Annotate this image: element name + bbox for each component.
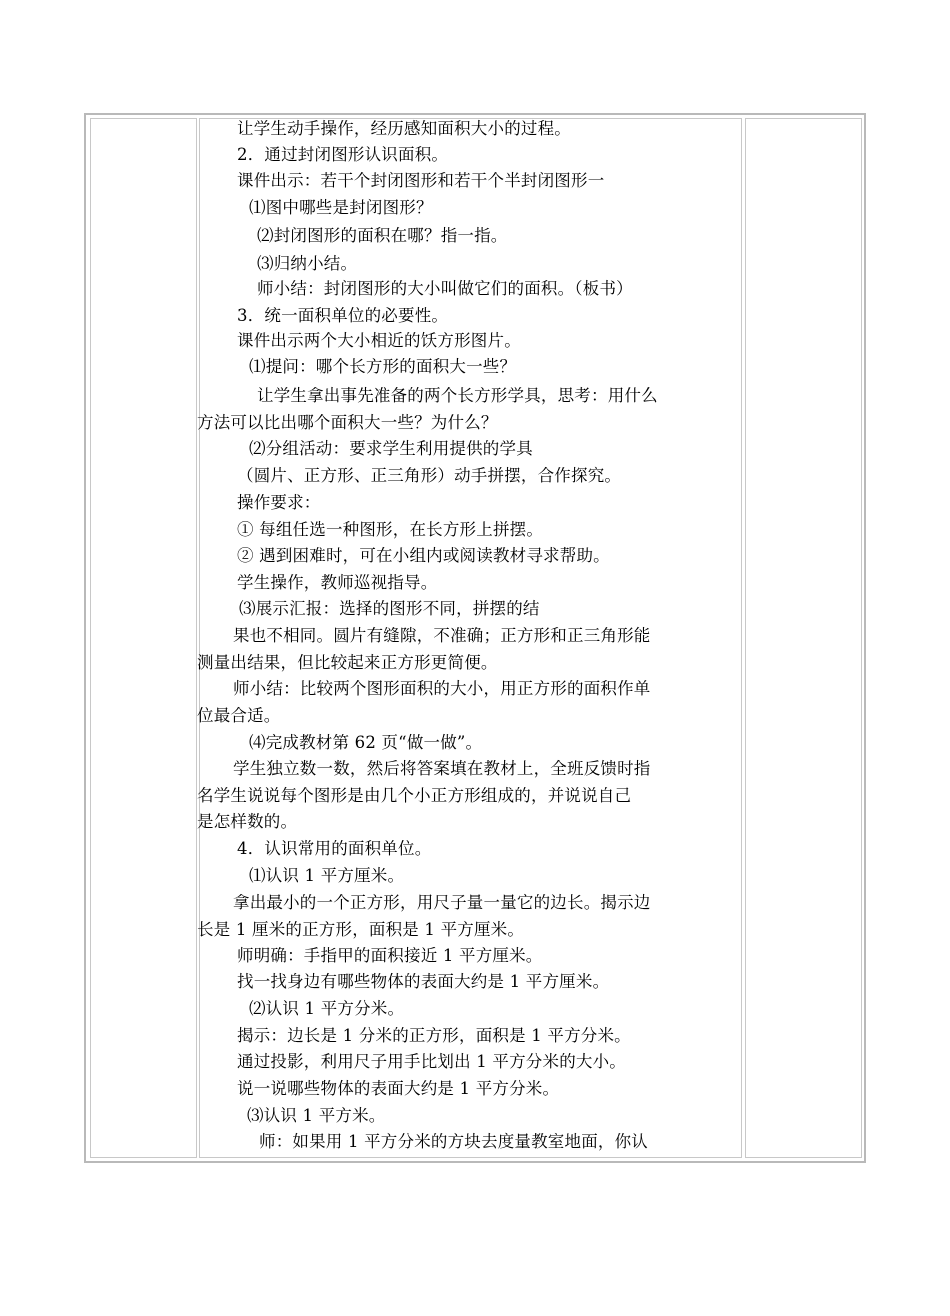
- text-line: ⑴提问：哪个长方形的面积大一些？: [249, 357, 517, 376]
- text-line: 课件出示两个大小相近的饫方形图片。: [237, 331, 521, 350]
- text-line: 师明确：手指甲的面积接近 1 平方厘米。: [237, 946, 543, 965]
- text-line: 通过投影，利用尺子用手比划出 1 平方分米的大小。: [237, 1052, 626, 1071]
- text-line: 位最合适。: [197, 706, 281, 725]
- text-line: ① 每组任选一种图形，在长方形上拼摆。: [237, 520, 544, 539]
- text-line: 拿出最小的一个正方形，用尺子量一量它的边长。揭示边: [233, 893, 651, 912]
- text-line: ⑷完成教材第 62 页“做一做”。: [249, 733, 483, 752]
- text-line: 4．认识常用的面积单位。: [237, 839, 432, 858]
- text-line: 课件出示：若干个封闭图形和若干个半封闭图形一: [237, 171, 605, 190]
- text-line: 果也不相同。圆片有缝隙，不准确；正方形和正三角形能: [233, 626, 651, 645]
- text-line: ⑴图中哪些是封闭图形？: [249, 198, 433, 217]
- text-line: 师小结：封闭图形的大小叫做它们的面积。（板书）: [257, 279, 633, 298]
- text-line: 让学生动手操作，经历感知面积大小的过程。: [237, 119, 571, 138]
- text-line: 师：如果用 1 平方分米的方块去度量教室地面，你认: [259, 1132, 648, 1151]
- text-line: 名学生说说每个图形是由几个小正方形组成的，并说说自己: [197, 786, 632, 805]
- text-line: （圆片、正方形、正三角形）动手拼摆，合作探究。: [237, 466, 622, 485]
- text-line: ② 遇到困难时，可在小组内或阅读教材寻求帮助。: [237, 546, 610, 565]
- text-line: 找一找身边有哪些物体的表面大约是 1 平方厘米。: [237, 972, 610, 991]
- text-line: 长是 1 厘米的正方形，面积是 1 平方厘米。: [197, 920, 525, 939]
- text-line: ⑶认识 1 平方米。: [247, 1106, 386, 1125]
- text-line: 师小结：比较两个图形面积的大小，用正方形的面积作单: [233, 679, 651, 698]
- text-line: 揭示：边长是 1 分米的正方形，面积是 1 平方分米。: [237, 1026, 631, 1045]
- text-line: 操作要求：: [237, 493, 321, 512]
- text-line: 2．通过封闭图形认识面积。: [237, 145, 449, 164]
- text-line: ⑶归纳小结。: [257, 254, 358, 273]
- text-line: ⑵认识 1 平方分米。: [249, 999, 405, 1018]
- text-line: ⑴认识 1 平方厘米。: [249, 866, 405, 885]
- text-line: 是怎样数的。: [197, 812, 298, 831]
- text-line: 学生独立数一数，然后将答案填在教材上，全班反馈时指: [233, 759, 651, 778]
- text-line: ⑶展示汇报：选择的图形不同，拼摆的结: [239, 599, 540, 618]
- text-line: 学生操作，教师巡视指导。: [237, 573, 438, 592]
- text-line: 让学生拿出事先准备的两个长方形学具，思考：用什么: [257, 386, 658, 405]
- text-line: 说一说哪些物体的表面大约是 1 平方分米。: [237, 1079, 560, 1098]
- text-line: 测量出结果，但比较起来正方形更简便。: [197, 653, 498, 672]
- text-line: ⑵封闭图形的面积在哪？指一指。: [257, 226, 508, 245]
- text-line: 3．统一面积单位的必要性。: [237, 306, 449, 325]
- text-line: ⑵分组活动：要求学生利用提供的学具: [249, 439, 533, 458]
- table-right-cell: [745, 118, 862, 1158]
- text-line: 方法可以比出哪个面积大一些？为什么？: [197, 413, 498, 432]
- table-left-cell: [90, 118, 197, 1158]
